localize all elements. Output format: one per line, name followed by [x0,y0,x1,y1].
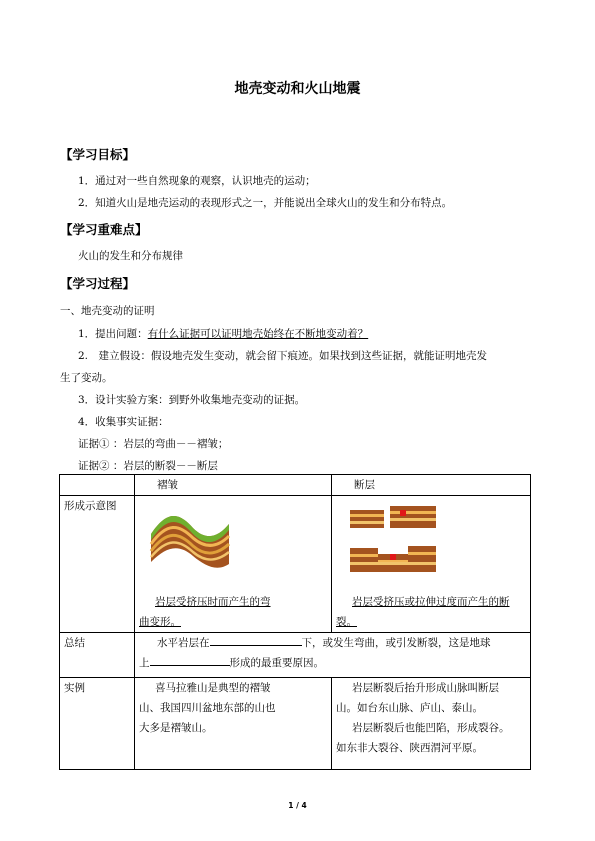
diagram-row [60,496,531,633]
fault-example-cell [332,678,531,770]
fault-example-line-1: 岩层断裂后抬升形成山脉叫断层 [352,682,499,694]
fold-caption-line-1: 岩层受挤压时而产生的弯 [155,596,271,608]
summary-blank-2 [150,653,230,666]
step-1 [78,328,368,341]
example-row-label: 实例 [60,678,135,770]
fault-example-line-4: 如东非大裂谷、陕西渭河平原。 [336,742,483,754]
header-fold: 褶皱 [135,475,332,496]
summary-row [60,633,531,678]
fold-example-line-1: 喜马拉雅山是典型的褶皱 [155,682,271,694]
fault-diagram-cell [332,496,531,633]
step-4: 4．收集事实证据： [78,416,169,428]
fold-diagram-cell [135,496,332,633]
fold-example-line-2: 山、我国四川盆地东部的山也 [139,702,276,714]
fold-diagram-image [149,516,231,572]
learning-process-heading: 【学习过程】 [60,276,136,291]
fold-example-line-3: 大多是褶皱山。 [139,722,213,734]
section-1-title: 一、地壳变动的证明 [60,305,155,317]
key-points-heading: 【学习重难点】 [60,222,148,237]
summary-cell [135,633,531,678]
example-row [60,678,531,770]
fold-caption-line-2: 曲变形。 [139,616,181,628]
fault-caption-line-1: 岩层受挤压或拉伸过度而产生的断 [352,596,510,608]
step-1-prefix: 1．提出问题： [78,328,148,340]
fold-example-cell [135,678,332,770]
step-2-line-1: 2. 建立假设：假设地壳发生变动，就会留下痕迹。如果找到这些证据，就能证明地壳发 [78,350,488,362]
summary-text-1a: 水平岩层在 [157,637,210,649]
fault-caption-line-2: 裂。 [336,616,357,628]
summary-row-label: 总结 [60,633,135,678]
fault-diagram-image [350,504,438,578]
page-number: 1 / 4 [288,801,307,810]
step-2-line-2: 生了变动。 [60,372,113,384]
diagram-row-label: 形成示意图 [60,496,135,633]
goal-1: 1．通过对一些自然现象的观察，认识地壳的运动； [78,175,316,187]
key-points-text: 火山的发生和分布规律 [78,250,183,262]
table-header-row [60,475,531,496]
fault-example-line-3: 岩层断裂后也能凹陷，形成裂谷。 [352,722,510,734]
goal-2: 2．知道火山是地壳运动的表现形式之一，并能说出全球火山的发生和分布特点。 [78,197,453,209]
evidence-1: 证据① ：岩层的弯曲－－褶皱； [78,438,229,450]
evidence-2: 证据② ：岩层的断裂－－断层 [78,460,218,472]
header-fault: 断层 [332,475,531,496]
step-3: 3．设计实验方案：到野外收集地壳变动的证据。 [78,394,306,406]
fault-example-line-2: 山。如台东山脉、庐山、泰山。 [336,702,483,714]
summary-text-2a: 上 [139,657,150,669]
step-1-question: 有什么证据可以证明地壳始终在不断地变动着？ [147,328,369,340]
header-empty-cell [60,475,135,496]
page-title: 地壳变动和火山地震 [234,81,361,97]
summary-text-2b: 形成的最重要原因。 [229,657,324,669]
fold-fault-table [59,474,531,770]
summary-blank-1 [210,633,302,646]
summary-text-1b: 下，或发生弯曲，或引发断裂，这是地球 [301,637,491,649]
learning-goals-heading: 【学习目标】 [60,147,136,162]
